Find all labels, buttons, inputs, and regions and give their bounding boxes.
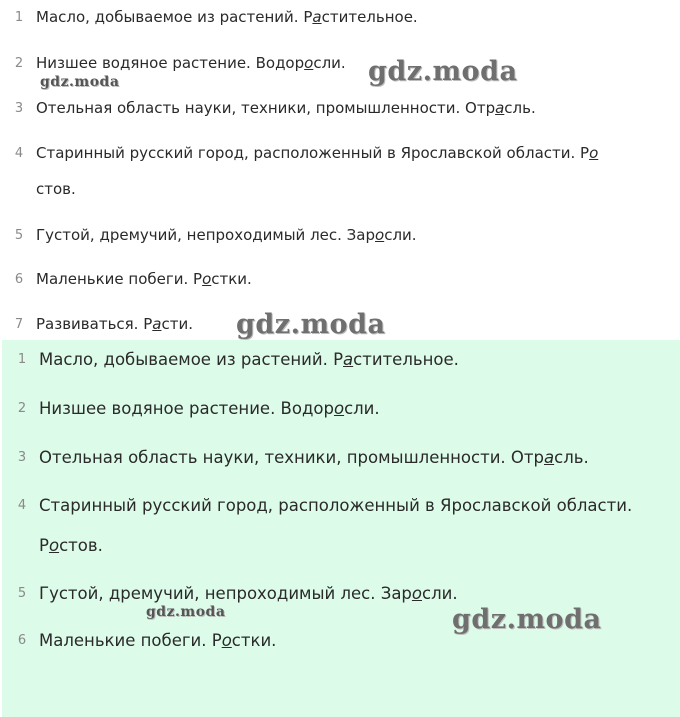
text-segment: стительное. — [321, 8, 418, 26]
text-segment: Старинный русский город, расположенный в Ярославской области. — [39, 496, 633, 515]
text-segment: Маленькие побеги. Р — [39, 631, 222, 650]
stressed-vowel: о — [589, 144, 599, 162]
stressed-vowel: о — [221, 631, 232, 650]
text-segment: Р — [39, 536, 49, 555]
text-segment: Старинный русский город, расположенный в Ярославской области. Р — [36, 144, 590, 162]
text-segment: стов. — [59, 536, 103, 555]
watermark-logo: gdz.moda — [40, 74, 120, 90]
watermark-logo: gdz.moda — [146, 604, 226, 620]
item-text — [39, 536, 103, 555]
item-number: 5 — [14, 228, 24, 243]
text-segment: Отельная область науки, техники, промышленности. Отр — [36, 99, 496, 117]
text-segment: сли. — [313, 54, 346, 72]
stressed-vowel: а — [152, 315, 162, 333]
answer-list-1 — [0, 0, 680, 340]
text-segment: сль. — [554, 448, 589, 467]
item-text — [36, 270, 252, 288]
item-text — [36, 315, 193, 333]
text-segment: Низшее водяное растение. Водор — [39, 399, 334, 418]
stressed-vowel: а — [312, 8, 322, 26]
item-text — [36, 144, 598, 162]
text-segment: стки. — [211, 270, 252, 288]
item-text — [39, 350, 459, 369]
item-number: 6 — [17, 633, 27, 648]
stressed-vowel: а — [544, 448, 555, 467]
stressed-vowel: о — [202, 270, 212, 288]
answer-list-2 — [2, 340, 680, 717]
item-number: 2 — [14, 56, 24, 71]
text-segment: стки. — [231, 631, 277, 650]
text-segment: стов. — [36, 180, 76, 198]
item-number: 1 — [14, 10, 24, 25]
item-text — [39, 496, 632, 515]
item-number: 6 — [14, 272, 24, 287]
text-segment: сти. — [161, 315, 193, 333]
stressed-vowel: о — [333, 399, 345, 418]
item-text — [36, 8, 418, 26]
item-number: 7 — [14, 317, 24, 332]
item-number: 3 — [17, 450, 27, 465]
text-segment: Масло, добываемое из растений. Р — [36, 8, 313, 26]
item-text — [36, 226, 417, 244]
item-text — [36, 99, 536, 117]
text-segment: Масло, добываемое из растений. Р — [39, 350, 344, 369]
item-text — [36, 180, 76, 198]
item-number: 4 — [17, 498, 27, 513]
item-number: 1 — [17, 352, 27, 367]
item-text — [36, 54, 346, 72]
item-number: 5 — [17, 586, 27, 601]
text-segment: сли. — [384, 226, 417, 244]
item-text — [39, 584, 458, 603]
text-segment: сли. — [344, 399, 380, 418]
item-number: 3 — [14, 101, 24, 116]
stressed-vowel: о — [411, 584, 423, 603]
watermark-logo: gdz.moda — [236, 309, 386, 340]
text-segment: сль. — [504, 99, 536, 117]
watermark-logo: gdz.moda — [452, 604, 602, 635]
text-segment: Густой, дремучий, непроходимый лес. Зар — [36, 226, 376, 244]
item-text — [39, 631, 276, 650]
stressed-vowel: о — [375, 226, 385, 244]
stressed-vowel: а — [343, 350, 354, 369]
text-segment: стительное. — [353, 350, 459, 369]
text-segment: Низшее водяное растение. Водор — [36, 54, 305, 72]
text-segment: Развиваться. Р — [36, 315, 153, 333]
text-segment: Отельная область науки, техники, промышленности. Отр — [39, 448, 544, 467]
text-segment: Маленькие побеги. Р — [36, 270, 203, 288]
item-text — [39, 399, 380, 418]
item-number: 2 — [17, 401, 27, 416]
item-text — [39, 448, 589, 467]
watermark-logo: gdz.moda — [368, 56, 518, 87]
stressed-vowel: а — [495, 99, 505, 117]
stressed-vowel: о — [48, 536, 60, 555]
stressed-vowel: о — [304, 54, 314, 72]
item-number: 4 — [14, 146, 24, 161]
text-segment: Густой, дремучий, непроходимый лес. Зар — [39, 584, 412, 603]
text-segment: сли. — [422, 584, 458, 603]
